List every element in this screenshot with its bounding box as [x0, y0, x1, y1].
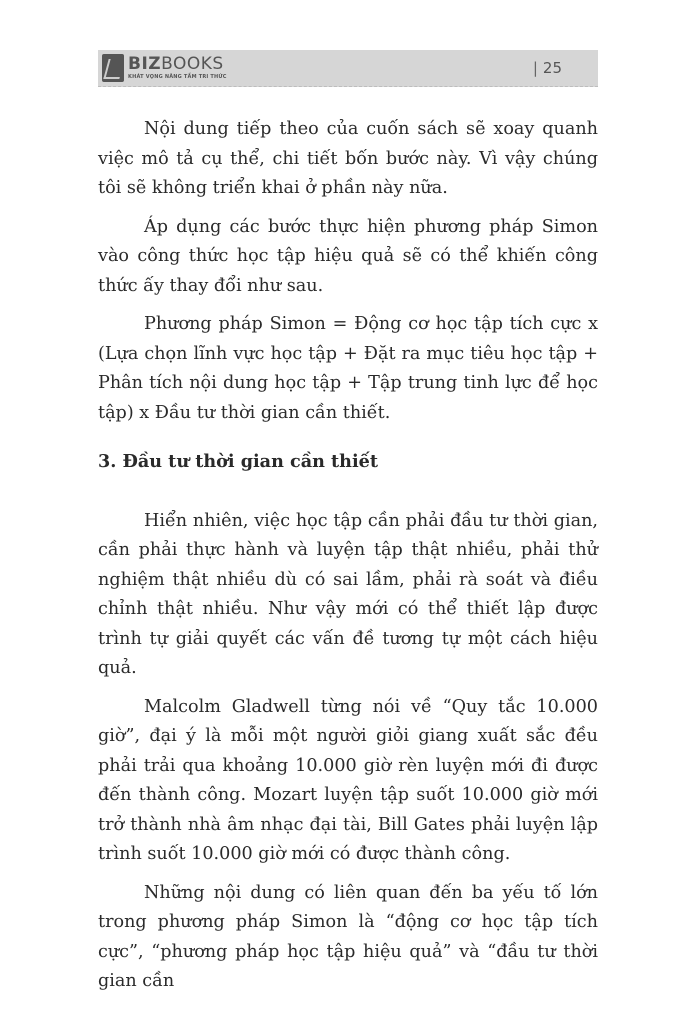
paragraph: Hiển nhiên, việc học tập cần phải đầu tư thời gian, cần phải thực hành và luyện tập thật nhiều, phải thử nghiệm thật nhiều dù có sai lầm, phải rà soát và điều chỉnh thật nhiều. Như vậy mới có thể thiết lập được trình tự giải quyết các vấn đề tương tự một cách hiệu quả.: [98, 510, 598, 678]
page-body: [98, 115, 598, 1006]
logo-text: [128, 56, 227, 80]
paragraph: Áp dụng các bước thực hiện phương pháp Simon vào công thức học tập hiệu quả sẽ có thể khiến công thức ấy thay đổi như sau.: [98, 216, 598, 296]
page-number-separator: |: [532, 59, 538, 77]
running-header: [98, 50, 598, 87]
brand-name-bold: BIZ: [128, 54, 162, 74]
brand-tagline: KHÁT VỌNG NÂNG TẦM TRI THỨC: [128, 74, 227, 80]
paragraph: Nội dung tiếp theo của cuốn sách sẽ xoay quanh việc mô tả cụ thể, chi tiết bốn bước này. Vì vậy chúng tôi sẽ không triển khai ở phần này nữa.: [98, 119, 598, 198]
page-number-value: 25: [542, 59, 562, 77]
paragraph: Những nội dung có liên quan đến ba yếu tố lớn trong phương pháp Simon là “động cơ học tập tích cực”, “phương pháp học tập hiệu quả” và “đầu tư thời gian cần: [98, 882, 598, 991]
brand-name-rest: BOOKS: [161, 54, 224, 74]
paragraph: Malcolm Gladwell từng nói về “Quy tắc 10.000 giờ”, đại ý là mỗi một người giỏi giang xuất sắc đều phải trải qua khoảng 10.000 giờ rèn luyện mới đi được đến thành công. Mozart luyện tập suốt 10.000 giờ mới trở thành nhà âm nhạc đại tài, Bill Gates phải luyện lập trình suốt 10.000 giờ mới có được thành công.: [98, 696, 598, 864]
bizbooks-logo-icon: [102, 54, 124, 82]
publisher-logo: [102, 53, 227, 83]
section-heading: 3. Đầu tư thời gian cần thiết: [98, 451, 378, 472]
page-number: [533, 59, 562, 77]
formula-paragraph: Phương pháp Simon = Động cơ học tập tích cực x (Lựa chọn lĩnh vực học tập + Đặt ra mục tiêu học tập + Phân tích nội dung học tập + Tập trung tinh lực để học tập) x Đầu tư thời gian cần thiết.: [98, 314, 598, 423]
brand-name: [128, 56, 227, 73]
